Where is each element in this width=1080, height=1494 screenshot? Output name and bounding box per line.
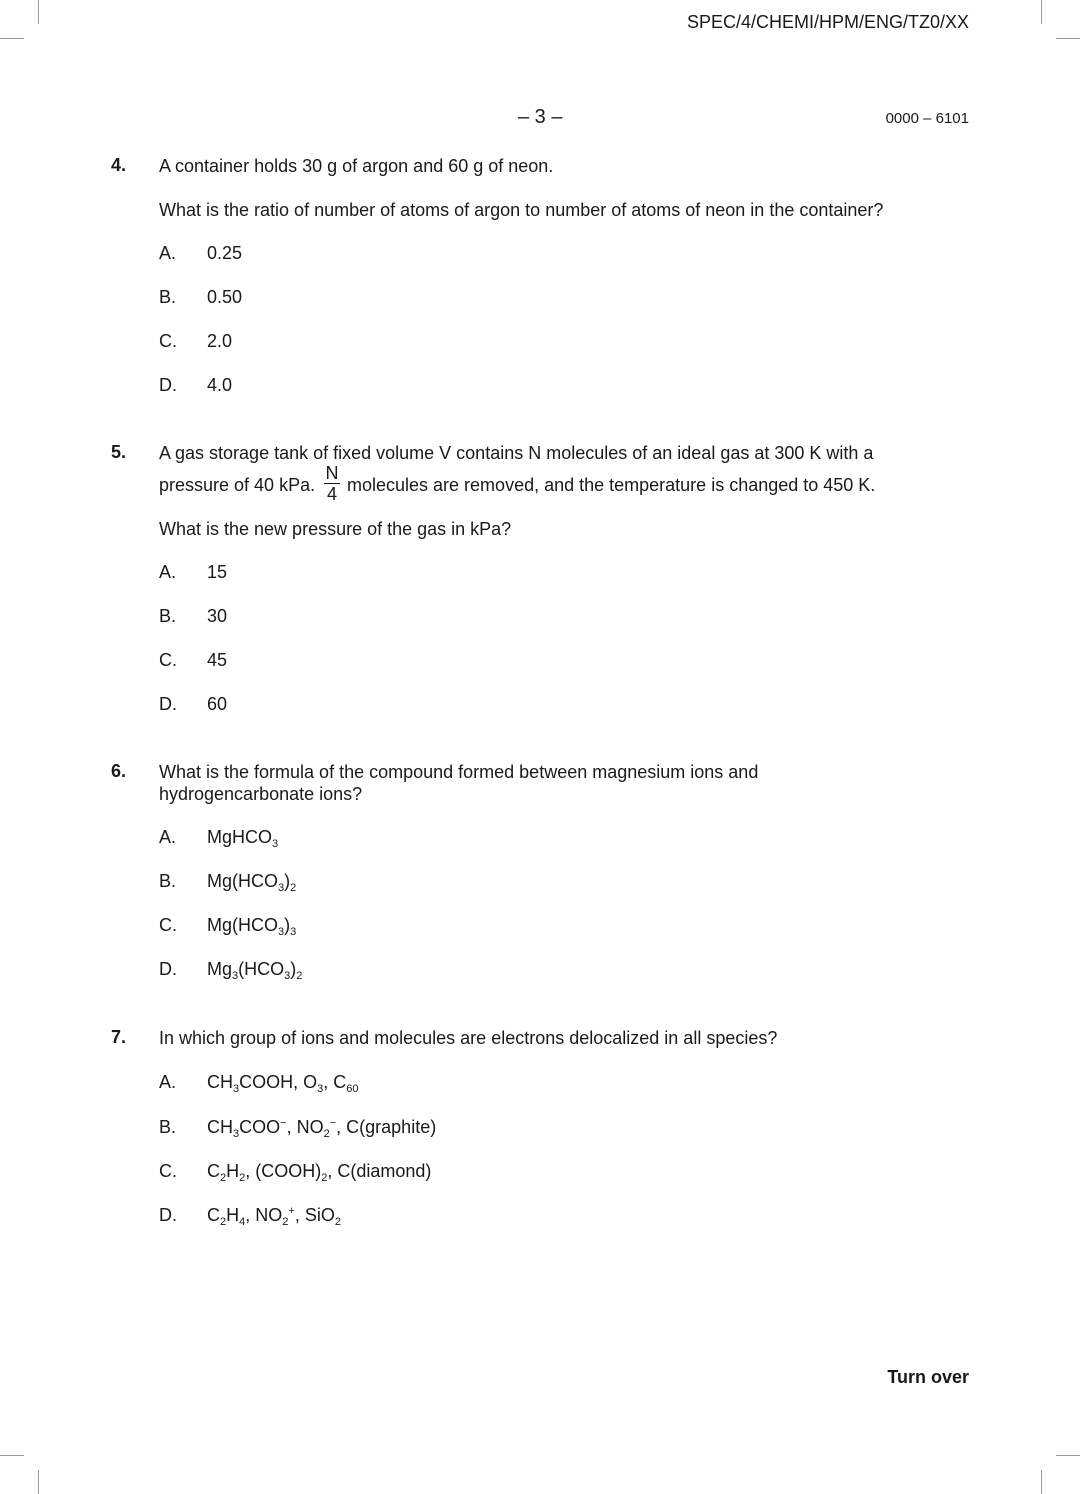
question-prompt: What is the new pressure of the gas in kPa? [159, 519, 512, 539]
option-formula [207, 827, 278, 848]
option-letter: A. [159, 1072, 177, 1092]
option-letter: C. [159, 331, 177, 351]
question-text: A container holds 30 g of argon and 60 g of neon. [159, 156, 554, 176]
formula-part: CH [207, 1117, 233, 1137]
crop-mark [1041, 1470, 1042, 1494]
question-prompt: What is the ratio of number of atoms of argon to number of atoms of neon in the container? [159, 200, 884, 220]
subscript: 3 [233, 1128, 240, 1140]
option-letter: C. [159, 1161, 177, 1181]
document-code: SPEC/4/CHEMI/HPM/ENG/TZ0/XX [686, 12, 969, 32]
option-letter: B. [159, 871, 177, 891]
formula-part: Mg(HCO [207, 915, 278, 935]
subscript: 2 [296, 970, 303, 982]
formula-part: ) [284, 871, 291, 891]
formula-part: , C(diamond) [327, 1161, 432, 1181]
option-text: 45 [207, 650, 228, 670]
fraction-denominator: 4 [326, 484, 337, 504]
question-text-continued: pressure of 40 kPa. [159, 475, 316, 495]
option-text: 60 [207, 694, 228, 714]
crop-mark [38, 1470, 39, 1494]
option-letter: D. [159, 375, 177, 395]
subscript: 3 [317, 1083, 324, 1095]
option-letter: C. [159, 915, 177, 935]
subscript: 3 [278, 882, 285, 894]
crop-mark [38, 0, 39, 24]
option-formula [207, 1072, 359, 1093]
fraction-numerator: N [325, 463, 339, 483]
formula-part: C [207, 1161, 220, 1181]
formula-part: COOH, O [239, 1072, 318, 1092]
fraction-n-over-4 [323, 464, 341, 503]
superscript: − [329, 1117, 337, 1129]
formula-part: (HCO [238, 959, 285, 979]
option-text: 4.0 [207, 375, 233, 395]
option-letter: B. [159, 287, 177, 307]
page-number: – 3 – [518, 106, 563, 128]
formula-part: C [207, 1205, 220, 1225]
question-text-continued: hydrogencarbonate ions? [159, 784, 363, 804]
question-number: 5. [111, 442, 127, 462]
option-formula [207, 1161, 431, 1182]
superscript: + [288, 1205, 295, 1217]
formula-part: , C [323, 1072, 347, 1092]
option-letter: A. [159, 243, 177, 263]
formula-part: CH [207, 1072, 233, 1092]
crop-mark [0, 38, 24, 39]
turn-over-label: Turn over [887, 1367, 969, 1387]
option-formula [207, 1205, 341, 1226]
subscript: 2 [239, 1172, 246, 1184]
question-text: What is the formula of the compound formed between magnesium ions and [159, 762, 759, 782]
option-letter: A. [159, 562, 177, 582]
subscript: 3 [233, 1083, 240, 1095]
option-letter: A. [159, 827, 177, 847]
option-text: 0.25 [207, 243, 243, 263]
option-letter: B. [159, 1117, 177, 1137]
superscript: − [280, 1117, 287, 1129]
formula-part: , C(graphite) [336, 1117, 437, 1137]
option-letter: D. [159, 959, 177, 979]
subscript: 2 [321, 1172, 328, 1184]
crop-mark [1056, 1455, 1080, 1456]
option-letter: D. [159, 1205, 177, 1225]
subscript: 3 [232, 970, 239, 982]
question-text-continued: molecules are removed, and the temperature is changed to 450 K. [347, 475, 876, 495]
formula-part: , NO [245, 1205, 283, 1225]
subscript: 3 [278, 926, 285, 938]
option-letter: B. [159, 606, 177, 626]
option-formula [207, 1117, 436, 1138]
formula-part: , (COOH) [245, 1161, 322, 1181]
subscript: 3 [284, 970, 291, 982]
option-letter: D. [159, 694, 177, 714]
subscript: 2 [220, 1216, 227, 1228]
option-text: 30 [207, 606, 228, 626]
subscript: 2 [290, 882, 297, 894]
subscript: 2 [220, 1172, 227, 1184]
option-text: 0.50 [207, 287, 243, 307]
subscript: 2 [334, 1216, 341, 1228]
question-number: 7. [111, 1027, 127, 1047]
formula-part: , NO [286, 1117, 324, 1137]
subscript: 3 [272, 838, 279, 850]
subscript: 3 [290, 926, 297, 938]
formula-part: ) [284, 915, 291, 935]
formula-part: Mg [207, 959, 233, 979]
subscript: 2 [282, 1216, 289, 1228]
subscript: 2 [323, 1128, 330, 1140]
question-text: In which group of ions and molecules are electrons delocalized in all species? [159, 1028, 778, 1048]
crop-mark [1056, 38, 1080, 39]
formula-part: H [226, 1205, 240, 1225]
option-letter: C. [159, 650, 177, 670]
crop-mark [0, 1455, 24, 1456]
formula-part: H [226, 1161, 240, 1181]
formula-part: Mg(HCO [207, 871, 278, 891]
option-text: 2.0 [207, 331, 233, 351]
question-number: 6. [111, 761, 127, 781]
subscript: 4 [239, 1216, 246, 1228]
option-text: 15 [207, 562, 228, 582]
option-formula [207, 959, 302, 980]
formula-part: ) [290, 959, 297, 979]
formula-part: , SiO [294, 1205, 335, 1225]
subscript: 60 [346, 1083, 359, 1095]
option-formula [207, 871, 296, 892]
formula-part: COO [239, 1117, 281, 1137]
crop-mark [1041, 0, 1042, 24]
paper-id: 0000 – 6101 [885, 110, 969, 127]
option-formula [207, 915, 296, 936]
formula-part: MgHCO [207, 827, 273, 847]
question-text: A gas storage tank of fixed volume V contains N molecules of an ideal gas at 300 K with a [159, 443, 874, 463]
question-number: 4. [111, 155, 127, 175]
